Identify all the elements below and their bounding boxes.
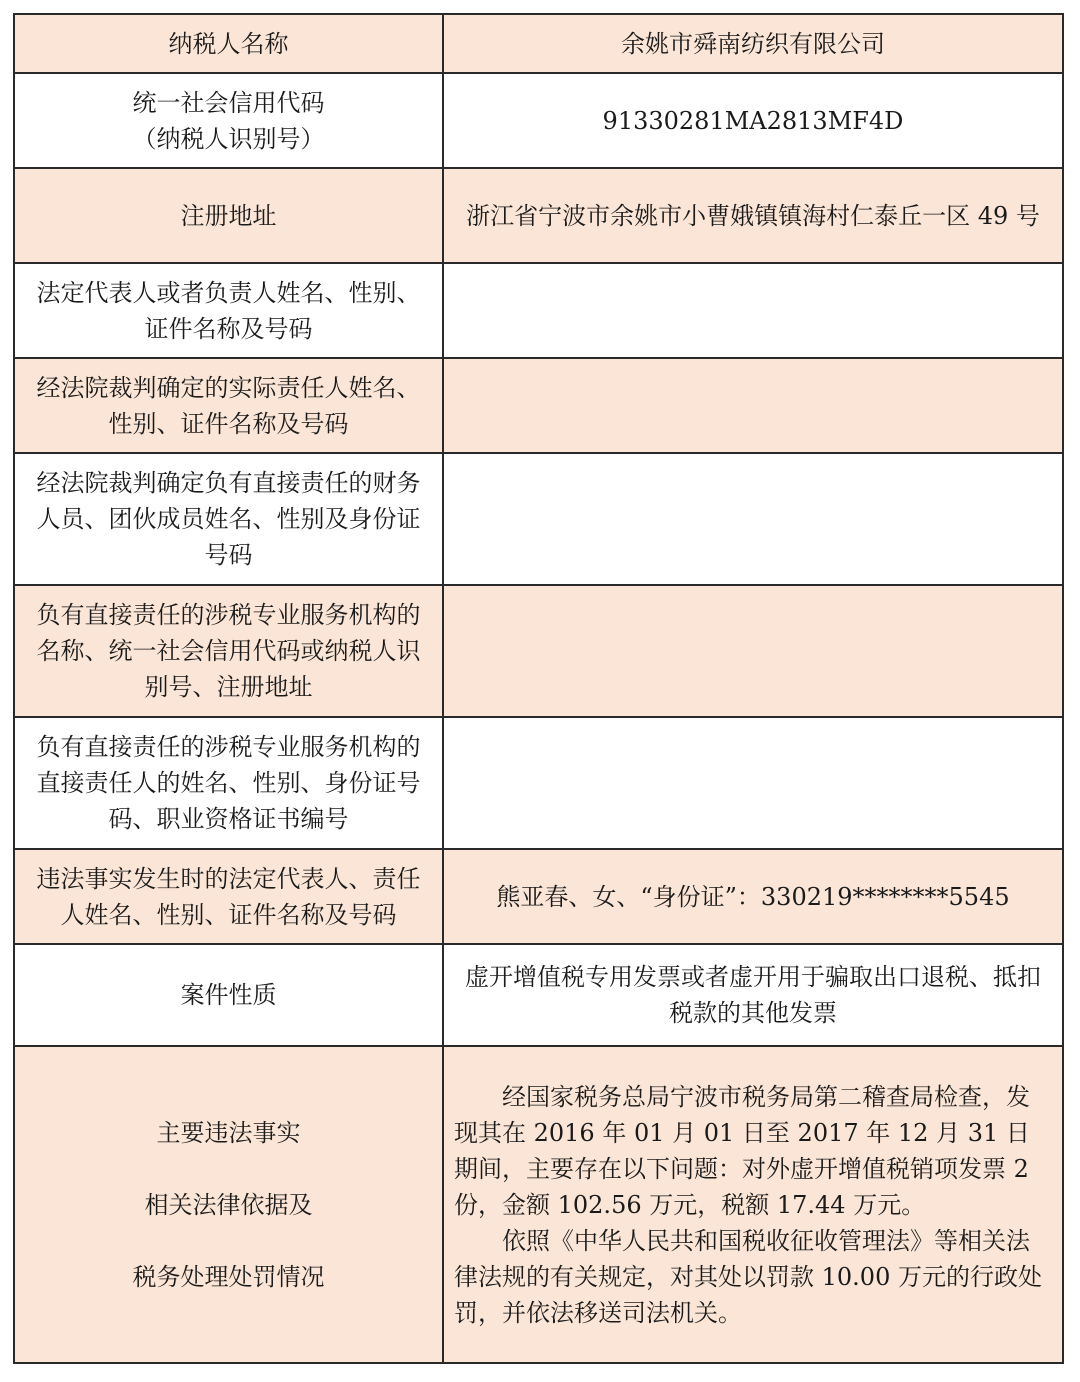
tax-violation-table [13,13,1064,1364]
value-main-facts [443,1046,1063,1363]
value-tax-agency-person [443,717,1063,849]
label-financial-staff: 经法院裁判确定负有直接责任的财务人员、团伙成员姓名、性别及身份证号码 [14,453,443,585]
label-credit-code [14,73,443,168]
table-row [14,168,1063,263]
label-main-facts [14,1046,443,1363]
label-registered-address: 注册地址 [14,168,443,263]
label-tax-agency-person: 负有直接责任的涉税专业服务机构的直接责任人的姓名、性别、身份证号码、职业资格证书编号 [14,717,443,849]
label-legal-representative: 法定代表人或者负责人姓名、性别、证件名称及号码 [14,263,443,358]
value-registered-address: 浙江省宁波市余姚市小曹娥镇镇海村仁泰丘一区 49 号 [443,168,1063,263]
value-representative-at-time: 熊亚春、女、“身份证”：330219********5545 [443,849,1063,944]
label-main-facts-line2: 相关法律依据及 [144,1190,313,1219]
table-row [14,717,1063,849]
value-tax-agency [443,585,1063,717]
label-case-nature: 案件性质 [14,944,443,1046]
value-taxpayer-name: 余姚市舜南纺织有限公司 [443,14,1063,73]
table-row [14,944,1063,1046]
value-case-nature: 虚开增值税专用发票或者虚开用于骗取出口退税、抵扣税款的其他发票 [443,944,1063,1046]
label-main-facts-line1: 主要违法事实 [156,1118,301,1147]
table-row [14,263,1063,358]
penalty-paragraph: 依照《中华人民共和国税收征收管理法》等相关法律法规的有关规定，对其处以罚款 10.00 万元的行政处罚，并依法移送司法机关。 [454,1226,1042,1327]
table-row [14,358,1063,453]
label-actual-responsible-person: 经法院裁判确定的实际责任人姓名、性别、证件名称及号码 [14,358,443,453]
value-legal-representative [443,263,1063,358]
table-row [14,73,1063,168]
label-representative-at-time: 违法事实发生时的法定代表人、责任人姓名、性别、证件名称及号码 [14,849,443,944]
label-credit-code-line1: 统一社会信用代码 [132,88,325,117]
table-row [14,453,1063,585]
label-credit-code-line2: （纳税人识别号） [132,124,325,153]
facts-paragraph: 经国家税务总局宁波市税务局第二稽查局检查，发现其在 2016 年 01 月 01 日至 2017 年 12 月 31 日期间，主要存在以下问题：对外虚开增值税销项发票 2 份，金额 102.56 万元，税额 17.44 万元。 [454,1082,1030,1219]
label-taxpayer-name: 纳税人名称 [14,14,443,73]
table-row [14,585,1063,717]
value-financial-staff [443,453,1063,585]
label-main-facts-line3: 税务处理处罚情况 [132,1262,325,1291]
value-credit-code: 91330281MA2813MF4D [443,73,1063,168]
table-row [14,1046,1063,1363]
table-row [14,849,1063,944]
value-actual-responsible-person [443,358,1063,453]
table-row [14,14,1063,73]
label-tax-agency: 负有直接责任的涉税专业服务机构的名称、统一社会信用代码或纳税人识别号、注册地址 [14,585,443,717]
